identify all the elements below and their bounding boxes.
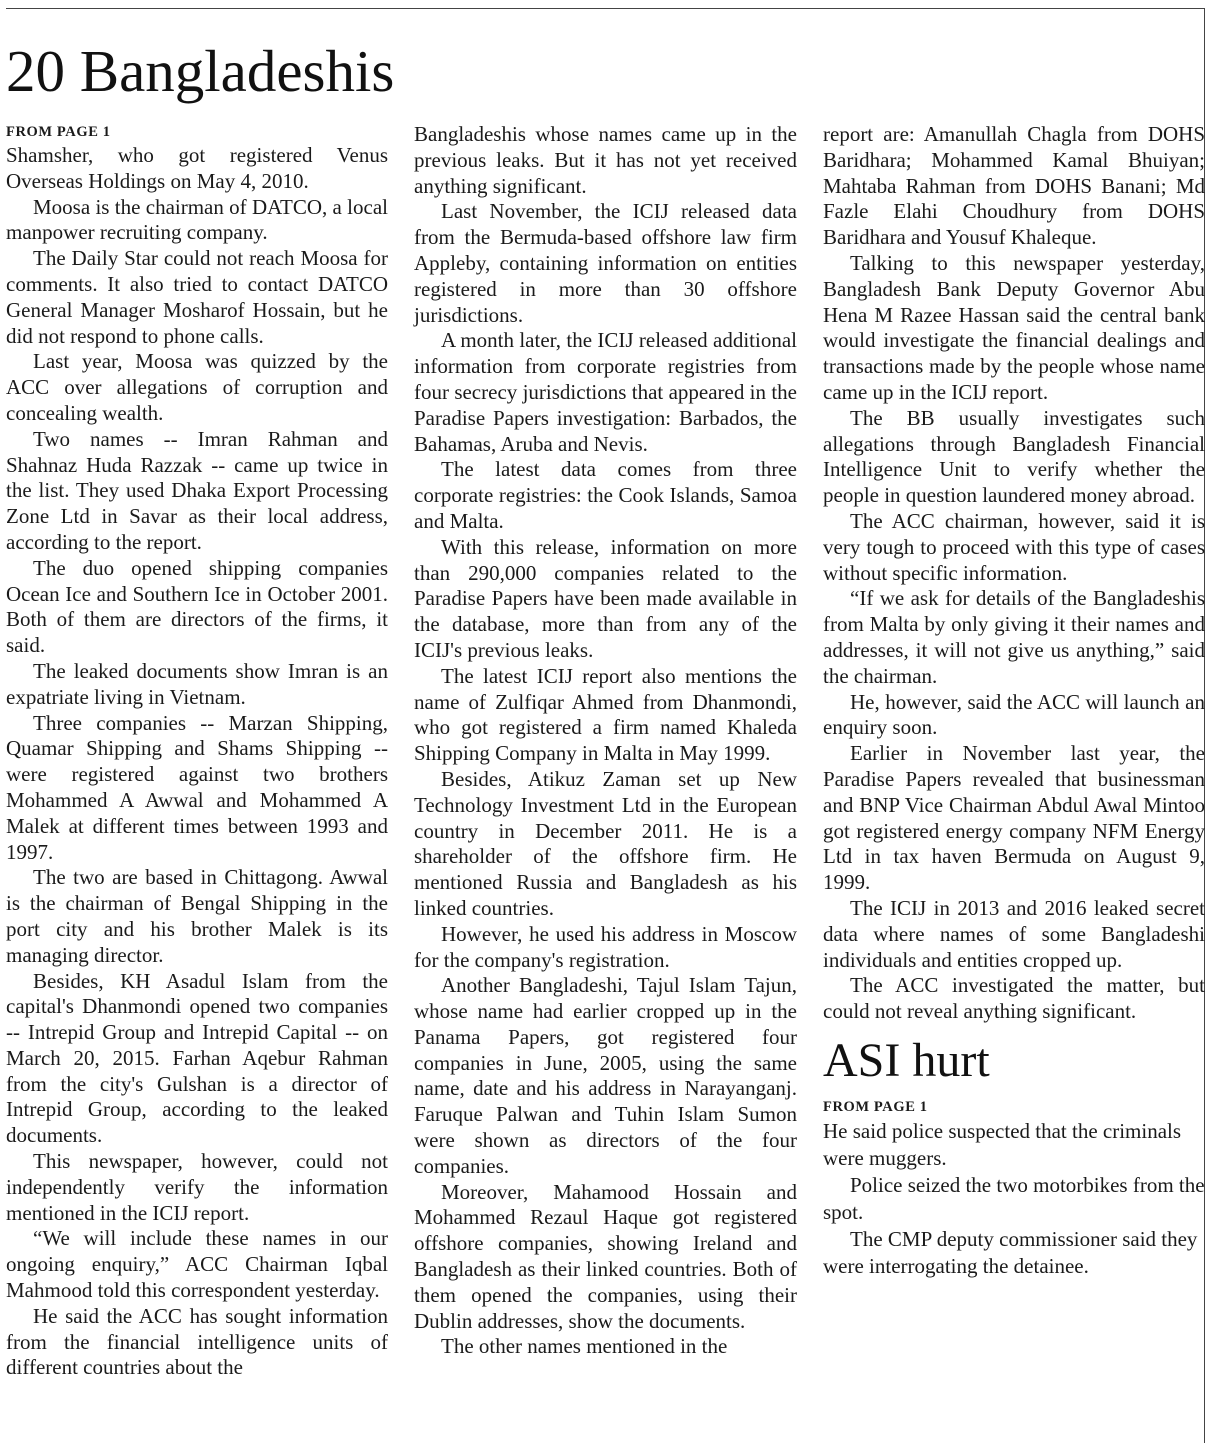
paragraph: The other names mentioned in the [441,1334,728,1359]
jump-kicker: FROM PAGE 1 [823,1098,928,1115]
paragraph: A month later, the ICIJ released additional information from corporate registries from four secrecy jurisdictions that appeared in the Paradise Papers investigation: Barbados, the Bahamas, Aruba and Nevis. [414,328,797,456]
paragraph: Moosa is the chairman of DATCO, a local manpower recruiting company. [6,194,388,245]
second-article-body [823,1118,1205,1280]
paragraph: He said police suspected that the criminals were muggers. [823,1118,1182,1170]
paragraph: Moreover, Mahamood Hossain and Mohammed Rezaul Haque got registered offshore companies, showing Ireland and Bangladesh as their linked countries. Both of them opened the companies, using their Dublin addresses, show the documents. [414,1179,797,1333]
paragraph: The leaked documents show Imran is an expatriate living in Vietnam. [6,658,388,709]
paragraph: Earlier in November last year, the Paradise Papers revealed that businessman and BNP Vice Chairman Abdul Awal Mintoo got registered energy company NFM Energy Ltd in tax haven Bermuda on August 9, 1999. [823,741,1205,895]
paragraph: The two are based in Chittagong. Awwal is the chairman of Bengal Shipping in the port city and his brother Malek is its managing director. [6,865,388,967]
article-column-3 [823,122,1205,1280]
paragraph: Another Bangladeshi, Tajul Islam Tajun, whose name had earlier cropped up in the Panama Papers, got registered four companies in June, 2005, using the same name, date and his address in Narayanganj. Faruque Palwan and Tuhin Islam Sumon were shown as directors of the four companies. [414,973,797,1178]
paragraph: Shamsher, who got registered Venus Overseas Holdings on May 4, 2010. [6,143,388,193]
paragraph: He, however, said the ACC will launch an enquiry soon. [823,689,1205,740]
paragraph: “We will include these names in our ongoing enquiry,” ACC Chairman Iqbal Mahmood told this correspondent yesterday. [6,1226,388,1303]
paragraph: Police seized the two motorbikes from the spot. [823,1172,1205,1224]
paragraph: However, he used his address in Moscow for the company's registration. [414,921,797,972]
paragraph: The latest ICIJ report also mentions the name of Zulfiqar Ahmed from Dhanmondi, who got registered a firm named Khaleda Shipping Company in Malta in May 1999. [414,663,797,766]
paragraph: The BB usually investigates such allegations through Bangladesh Financial Intelligence Unit to verify whether the people in question laundered money abroad. [823,405,1205,508]
paragraph: Two names -- Imran Rahman and Shahnaz Huda Razzak -- came up twice in the list. They used Dhaka Export Processing Zone Ltd in Savar as their local address, according to the report. [6,426,388,554]
paragraph: Besides, KH Asadul Islam from the capital's Dhanmondi opened two companies -- Intrepid Group and Intrepid Capital -- on March 20, 2015. Farhan Aqebur Rahman from the city's Gulshan is a director of Intrepid Group, according to the leaked documents. [6,968,388,1148]
paragraph: Bangladeshis whose names came up in the previous leaks. But it has not yet received anything significant. [414,122,797,198]
paragraph: The ACC investigated the matter, but could not reveal anything significant. [823,973,1205,1024]
jump-kicker: FROM PAGE 1 [6,124,111,140]
paragraph: The duo opened shipping companies Ocean Ice and Southern Ice in October 2001. Both of them are directors of the firms, it said. [6,555,388,658]
paragraph: “If we ask for details of the Bangladeshis from Malta by only giving it their names and addresses, it will not give us anything,” said the chairman. [823,586,1205,688]
article-column-2 [414,122,797,1360]
paragraph: The latest data comes from three corporate registries: the Cook Islands, Samoa and Malta. [414,457,797,533]
paragraph: With this release, information on more than 290,000 companies related to the Paradise Papers have been made available in the database, more than from any of the ICIJ's previous leaks. [414,534,797,662]
second-article-headline: ASI hurt [823,1033,990,1087]
paragraph: Three companies -- Marzan Shipping, Quamar Shipping and Shams Shipping -- were registered against two brothers Mohammed A Awwal and Mohammed A Malek at different times between 1993 and 1997. [6,710,388,864]
article-column-1 [6,122,388,1381]
paragraph: Besides, Atikuz Zaman set up New Technology Investment Ltd in the European country in December 2011. He is a shareholder of the offshore firm. He mentioned Russia and Bangladesh as his linked countries. [414,766,797,920]
article-headline: 20 Bangladeshis [6,38,395,104]
paragraph: Last November, the ICIJ released data from the Bermuda-based offshore law firm Appleby, containing information on entities registered in more than 30 offshore jurisdictions. [414,199,797,327]
paragraph: The ACC chairman, however, said it is very tough to proceed with this type of cases without specific information. [823,508,1205,585]
paragraph: The Daily Star could not reach Moosa for comments. It also tried to contact DATCO General Manager Mosharof Hossain, but he did not respond to phone calls. [6,246,388,348]
paragraph: He said the ACC has sought information from the financial intelligence units of different countries about the [6,1303,388,1380]
paragraph: This newspaper, however, could not independently verify the information mentioned in the ICIJ report. [6,1149,388,1225]
paragraph: Last year, Moosa was quizzed by the ACC over allegations of corruption and concealing wealth. [6,349,388,425]
paragraph: report are: Amanullah Chagla from DOHS Baridhara; Mohammed Kamal Bhuiyan; Mahtaba Rahman from DOHS Banani; Md Fazle Elahi Choudhury from DOHS Baridhara and Yousuf Khaleque. [823,122,1205,250]
paragraph: Talking to this newspaper yesterday, Bangladesh Bank Deputy Governor Abu Hena M Razee Hassan said the central bank would investigate the financial dealings and transactions made by the people whose name came up in the ICIJ report. [823,250,1205,404]
top-rule [6,8,1204,9]
paragraph: The ICIJ in 2013 and 2016 leaked secret data where names of some Bangladeshi individuals and entities cropped up. [823,895,1205,972]
paragraph: The CMP deputy commissioner said they were interrogating the detainee. [823,1226,1198,1278]
